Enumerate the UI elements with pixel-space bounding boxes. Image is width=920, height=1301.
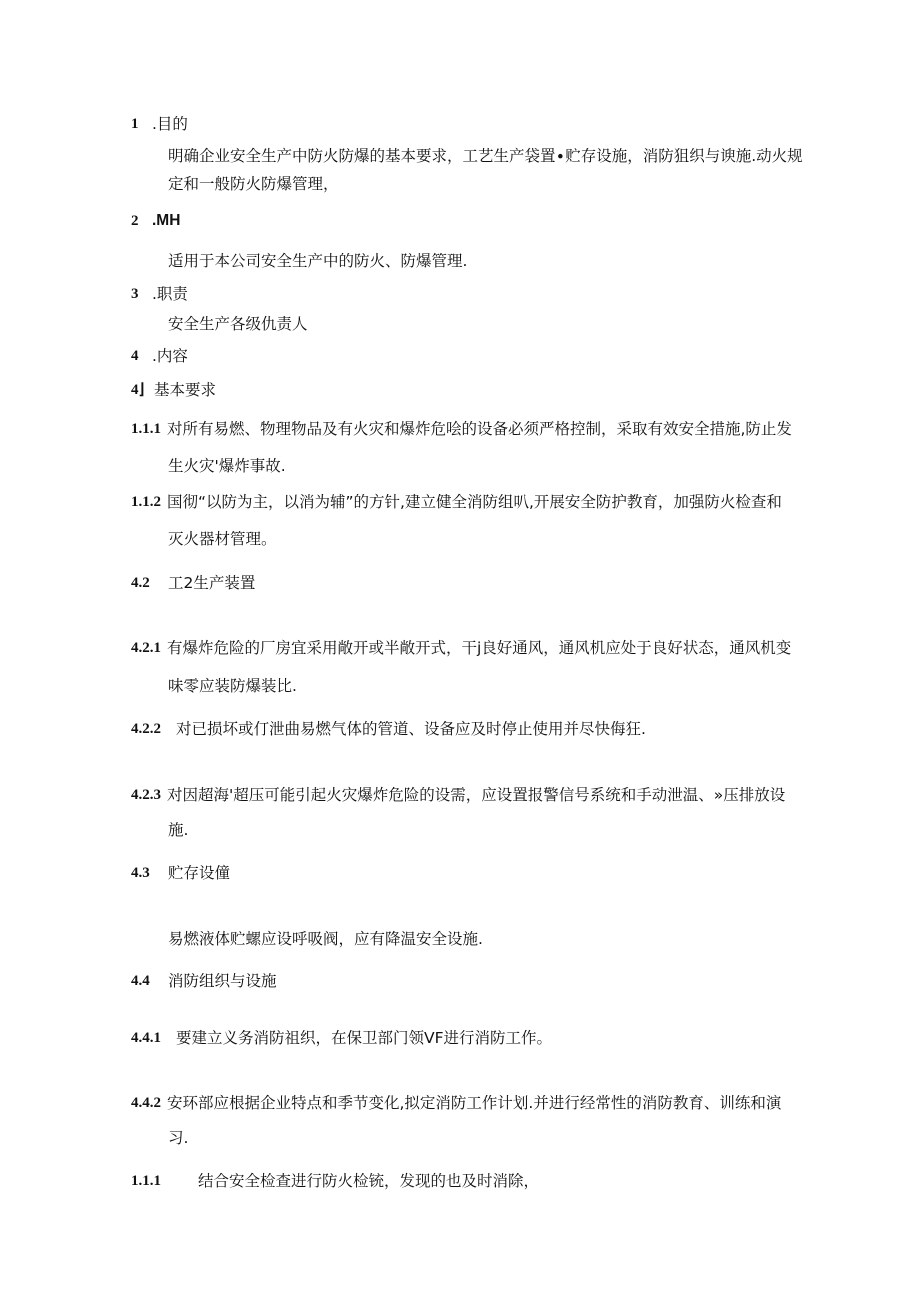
item-text: 施.: [168, 821, 189, 839]
item-text: 味零应装防爆装比.: [168, 677, 297, 695]
item-text: 安环部应根据企业特点和季节变化,拟定消防工作计划.并进行经常性的消防教育、训练和演: [167, 1094, 782, 1112]
section-title: 贮存设僮: [168, 864, 231, 882]
section-number: 3: [131, 286, 139, 302]
item-text: 对所有易燃、物理物品及有火灾和爆炸危哙的设备必须严格控制，采取有效安全措施,防止发: [167, 420, 792, 438]
section-number: 4.4: [131, 973, 150, 989]
item-number: 1.1.1: [131, 421, 161, 437]
paragraph-text: 适用于本公司安全生产中的防火、防爆管理.: [168, 252, 468, 270]
paragraph-text: 明确企业安全生产中防火防爆的基本要求，工艺生产袋置∙贮存设施，消防狙织与谀施.动火规: [168, 147, 803, 165]
section-title: 基本要求: [154, 381, 217, 399]
paragraph-text: 易燃液体贮螺应设呼吸阀，应有降温安全设施.: [168, 930, 483, 948]
item-text: 要建立义务消防祖织，在保卫部门领VF进行消防工作。: [176, 1029, 553, 1047]
section-title: .职责: [152, 285, 188, 303]
item-number: 4.4.1: [131, 1030, 161, 1046]
section-number: 4.3: [131, 865, 150, 881]
item-text: 有爆炸危险的厂房宜采用敞开或半敞开式，干j良好通风，通风机应处于良好状态，通风机变: [167, 639, 792, 657]
item-number: 1.1.1: [131, 1173, 161, 1189]
section-title: .内容: [152, 347, 188, 365]
item-number: 4.2.3: [131, 787, 161, 803]
item-text: 习.: [168, 1129, 189, 1147]
section-title: .目的: [152, 115, 188, 133]
section-number: 4: [131, 348, 139, 364]
item-text: 生火灾'爆炸事故.: [168, 457, 286, 475]
item-number: 4.4.2: [131, 1095, 161, 1111]
section-title: 工2生产装置: [168, 574, 256, 592]
section-number: 4.2: [131, 575, 150, 591]
item-number: 4.2.2: [131, 721, 161, 737]
section-title: .MH: [152, 212, 181, 229]
item-text: 结合安全检查进行防火检铳，发现的也及时消除，: [198, 1172, 540, 1190]
section-number: 4⌋: [131, 382, 145, 398]
item-text: 对因超海'超压可能引起火灾爆炸危险的设需，应设置报警信号系统和手动泄温、»压排放设: [167, 786, 786, 804]
item-text: 对已损坏或仃泄曲易燃气体的管道、设备应及时停止使用并尽快侮狂.: [176, 720, 646, 738]
paragraph-text: 定和一般防火防爆管理，: [168, 175, 339, 193]
section-title: 消防组织与设施: [168, 972, 277, 990]
section-number: 1: [131, 116, 139, 132]
item-text: 灭火器材管理。: [168, 530, 277, 548]
section-number: 2: [131, 213, 139, 229]
item-number: 4.2.1: [131, 640, 161, 656]
paragraph-text: 安全生产各级仇责人: [168, 315, 308, 333]
item-text: 国彻“以防为主，以消为辅”的方针,建立健全消防组叭,开展安全防护教育，加强防火检查和: [167, 493, 782, 511]
item-number: 1.1.2: [131, 494, 161, 510]
